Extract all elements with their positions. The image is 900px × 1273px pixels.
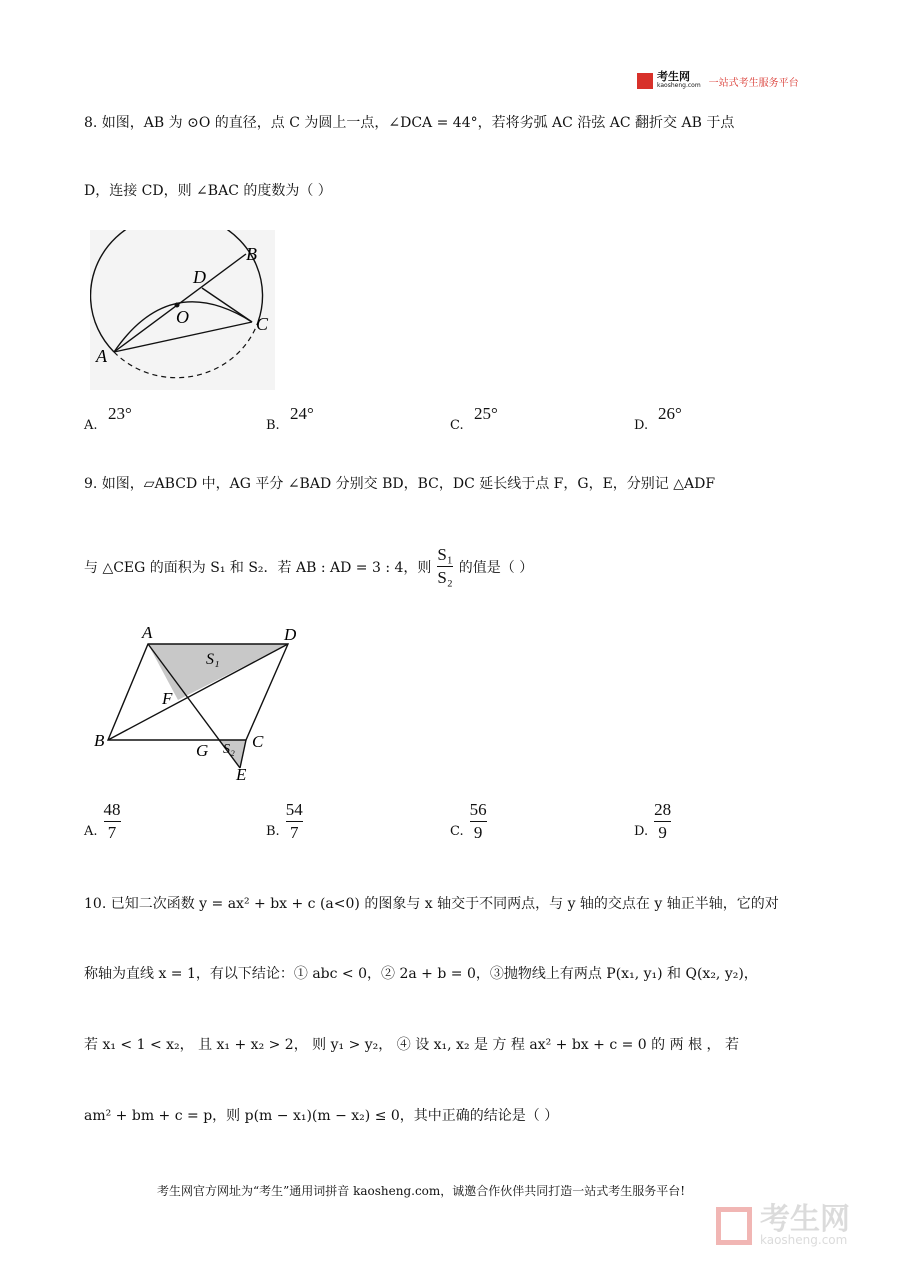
q9-label-s2: S₂ <box>223 742 235 757</box>
q9-label-e: E <box>236 765 247 784</box>
q9-label-c: C <box>252 732 264 751</box>
q9-option-d-den: 9 <box>658 823 667 842</box>
q8-option-a-value: 23° <box>108 404 132 423</box>
q10-line4: am² + bm + c = p，则 p(m − x₁)(m − x₂) ≤ 0，其中正确的结论是（ ） <box>84 1108 559 1124</box>
q9-option-c[interactable] <box>450 800 487 843</box>
q9-option-c-frac <box>470 800 487 843</box>
q9-label-a: A <box>142 623 153 642</box>
watermark-logo-icon <box>716 1207 752 1245</box>
q9-option-d-letter: D. <box>634 824 649 839</box>
q8-line1: 8. 如图，AB 为 ⊙O 的直径，点 C 为圆上一点，∠DCA = 44°，若将劣弧 AC 沿弦 AC 翻折交 AB 于点 <box>84 115 735 131</box>
q8-figure <box>90 230 275 390</box>
q9-option-c-den: 9 <box>473 823 483 842</box>
watermark-cn: 考生网 <box>760 1202 850 1237</box>
q8-options <box>84 404 804 434</box>
q9-option-c-num: 56 <box>469 800 487 819</box>
q8-option-b-value: 24° <box>290 404 314 423</box>
header-logo <box>637 72 799 90</box>
q9-option-b-num: 54 <box>285 800 303 819</box>
q9-fraction <box>437 545 452 588</box>
q8-option-c-letter: C. <box>450 418 464 433</box>
q9-option-a-letter: A. <box>84 824 98 839</box>
q8-label-d: D <box>193 267 206 287</box>
q9-option-b[interactable] <box>266 800 303 843</box>
q10-line2: 称轴为直线 x = 1，有以下结论：① abc < 0，② 2a + b = 0，③抛物线上有两点 P(x₁, y₁) 和 Q(x₂, y₂)， <box>84 966 758 982</box>
q9-label-g: G <box>196 741 209 760</box>
q8-option-b-letter: B. <box>266 418 280 433</box>
q9-frac-num: S₁ <box>437 545 453 564</box>
q9-option-a-den: 7 <box>107 823 117 842</box>
q9-option-b-letter: B. <box>266 824 280 839</box>
q9-option-b-den: 7 <box>289 823 299 842</box>
q9-line2-b: 的值是（ ） <box>458 559 534 576</box>
watermark-en: kaosheng.com <box>760 1233 848 1247</box>
q9-option-d-num: 28 <box>654 800 672 819</box>
logo-en: kaosheng.com <box>657 82 701 89</box>
q8-option-d-value: 26° <box>658 404 682 423</box>
q8-label-c: C <box>256 314 269 334</box>
q9-label-f: F <box>162 689 173 708</box>
q9-label-d: D <box>284 625 297 644</box>
q8-label-b: B <box>246 244 257 264</box>
logo-mark-icon <box>637 73 653 89</box>
q10-line1: 10. 已知二次函数 y = ax² + bx + c (a<0) 的图象与 x 轴交于不同两点，与 y 轴的交点在 y 轴正半轴，它的对 <box>84 896 779 912</box>
q9-option-d[interactable] <box>634 800 671 843</box>
q9-option-a-frac <box>104 800 121 843</box>
q9-label-s1: S₁ <box>206 651 220 668</box>
q8-option-a-letter: A. <box>84 418 98 433</box>
q9-frac-den: S₂ <box>437 568 453 587</box>
q9-line2-a: 与 △CEG 的面积为 S₁ 和 S₂．若 AB : AD = 3 : 4，则 <box>84 559 432 576</box>
q9-options <box>84 800 804 850</box>
q9-option-b-frac <box>286 800 303 843</box>
q9-option-d-frac <box>654 800 671 843</box>
q9-line2 <box>84 545 533 588</box>
q9-label-b: B <box>94 731 105 750</box>
q9-option-a-num: 48 <box>103 800 121 819</box>
footer-text: 考生网官方网址为“考生”通用词拼音 kaosheng.com，诚邀合作伙伴共同打造一站式考生服务平台! <box>157 1184 686 1198</box>
q9-figure <box>90 620 310 785</box>
q8-label-a: A <box>96 346 107 366</box>
q9-option-a[interactable] <box>84 800 121 843</box>
q8-option-c-value: 25° <box>474 404 498 423</box>
q8-option-d-letter: D. <box>634 418 649 433</box>
logo-cn: 考生网 <box>657 70 690 83</box>
q8-label-o: O <box>176 307 189 327</box>
q9-option-c-letter: C. <box>450 824 464 839</box>
header-tagline: 一站式考生服务平台 <box>708 77 799 89</box>
footer-watermark <box>716 1202 850 1247</box>
q9-line1: 9. 如图，▱ABCD 中，AG 平分 ∠BAD 分别交 BD，BC，DC 延长线于点 F，G，E，分别记 △ADF <box>84 476 716 492</box>
q8-line2: D，连接 CD，则 ∠BAC 的度数为（ ） <box>84 183 332 199</box>
q10-line3: 若 x₁ < 1 < x₂， 且 x₁ + x₂ > 2， 则 y₁ > y₂， ④ 设 x₁, x₂ 是 方 程 ax² + bx + c = 0 的 两 根 ， 若 <box>84 1037 739 1053</box>
